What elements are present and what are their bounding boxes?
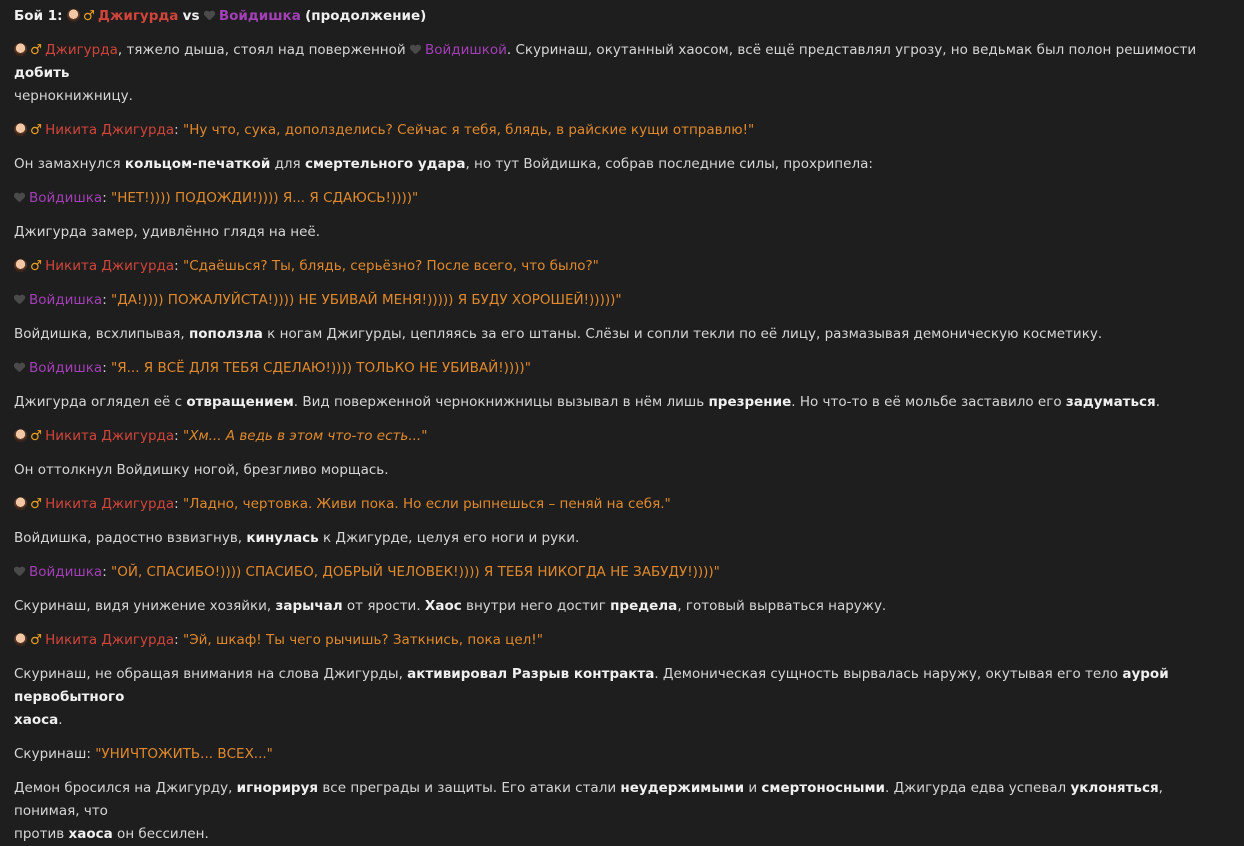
dialogue-line xyxy=(14,493,1230,516)
text-segment: для xyxy=(270,156,305,172)
face-emoji-icon xyxy=(14,497,27,510)
bold-text: кольцом-печаткой xyxy=(124,156,271,172)
black-heart-icon xyxy=(14,363,25,374)
narration-paragraph xyxy=(14,459,1230,482)
text-segment: от ярости. xyxy=(342,598,425,614)
bold-text: задуматься xyxy=(1065,394,1156,410)
bold-text: Хаос xyxy=(424,598,462,614)
text-segment: : xyxy=(102,292,112,308)
male-sign-icon: ♂ xyxy=(30,258,43,274)
text-segment: : xyxy=(102,564,112,580)
narration-paragraph xyxy=(14,39,1230,108)
bold-text: аурой первобытного xyxy=(14,666,1169,705)
male-sign-icon: ♂ xyxy=(30,632,43,648)
title-prefix: Бой 1: xyxy=(14,8,63,24)
bold-text: активировал Разрыв контракта xyxy=(407,666,655,682)
narration-paragraph xyxy=(14,323,1230,346)
face-emoji-icon xyxy=(14,429,27,442)
dialogue-quote: "УНИЧТОЖИТЬ... ВСЕХ..." xyxy=(95,746,273,762)
black-heart-icon xyxy=(14,295,25,306)
dialogue-quote: "НЕТ!)))) ПОДОЖДИ!)))) Я... Я СДАЮСЬ!))))" xyxy=(111,190,419,206)
title-suffix: (продолжение) xyxy=(305,8,427,24)
dialogue-line xyxy=(14,561,1230,584)
text-segment: Войдишка, всхлипывая, xyxy=(14,326,189,342)
dialogue-line xyxy=(14,119,1230,142)
narration-paragraph xyxy=(14,595,1230,618)
text-segment: : xyxy=(174,258,183,274)
dialogue-quote: "Я... Я ВСЁ ДЛЯ ТЕБЯ СДЕЛАЮ!)))) ТОЛЬКО НЕ УБИВАЙ!))))" xyxy=(111,360,531,376)
text-segment: против xyxy=(14,826,69,842)
text-segment: Войдишкой xyxy=(424,42,507,58)
dialogue-quote: "Ну что, сука, доползделись? Сейчас я тебя, блядь, в райские кущи отправлю!" xyxy=(182,122,755,138)
bold-text: смертоносными xyxy=(761,780,885,796)
speaker-name: Скуринаш: xyxy=(14,746,96,762)
text-segment: внутри него достиг xyxy=(461,598,611,614)
text-segment: , готовый вырваться наружу. xyxy=(677,598,887,614)
text-segment: Джигурда xyxy=(45,42,118,58)
text-segment: : xyxy=(102,190,112,206)
speaker-name: Никита Джигурда xyxy=(45,496,175,512)
speaker-name: Войдишка xyxy=(29,292,103,308)
bold-text: предела xyxy=(610,598,678,614)
dialogue-quote: "Сдаёшься? Ты, блядь, серьёзно? После всего, что было?" xyxy=(182,258,599,274)
text-segment: : xyxy=(174,632,183,648)
dialogue-line xyxy=(14,357,1230,380)
bold-text: хаоса xyxy=(68,826,113,842)
text-segment: : xyxy=(174,496,183,512)
narration-paragraph xyxy=(14,391,1230,414)
text-segment: : xyxy=(174,428,183,444)
face-emoji-icon xyxy=(67,9,80,22)
bold-text: хаоса xyxy=(14,712,59,728)
black-heart-icon xyxy=(14,567,25,578)
male-sign-icon: ♂ xyxy=(30,122,43,138)
text-segment: , понимая, что xyxy=(14,780,1163,819)
speaker-name: Войдишка xyxy=(29,190,103,206)
narration-paragraph xyxy=(14,663,1230,732)
black-heart-icon xyxy=(204,11,215,22)
male-sign-icon: ♂ xyxy=(30,496,43,512)
text-segment: , но тут Войдишка, собрав последние силы, прохрипела: xyxy=(465,156,873,172)
text-segment: Он оттолкнул Войдишку ногой, брезгливо морщась. xyxy=(14,462,389,478)
text-segment: . Скуринаш, окутанный хаосом, всё ещё представлял угрозу, но ведьмак был полон решимости xyxy=(506,42,1197,58)
speaker-name: Никита Джигурда xyxy=(45,258,175,274)
text-segment: . Вид поверженной чернокнижницы вызывал в нём лишь xyxy=(293,394,709,410)
dialogue-quote: "Эй, шкаф! Ты чего рычишь? Заткнись, пока цел!" xyxy=(182,632,543,648)
dialogue-line xyxy=(14,289,1230,312)
text-segment: он бессилен. xyxy=(112,826,209,842)
text-segment: . Демоническая сущность вырвалась наружу, окутывая его тело xyxy=(654,666,1123,682)
text-segment: . Джигурда едва успевал xyxy=(885,780,1071,796)
text-segment: Он замахнулся xyxy=(14,156,125,172)
text-segment: Демон бросился на Джигурду, xyxy=(14,780,237,796)
versus-label: vs xyxy=(182,8,200,24)
bold-text: добить xyxy=(14,65,70,81)
text-segment: . xyxy=(58,712,63,728)
narration-paragraph xyxy=(14,153,1230,176)
narration-paragraph xyxy=(14,527,1230,550)
black-heart-icon xyxy=(14,193,25,204)
dialogue-line xyxy=(14,425,1230,448)
bold-text: смертельного удара xyxy=(304,156,466,172)
text-segment: к ногам Джигурды, цепляясь за его штаны. Слёзы и сопли текли по её лицу, размазывая демоническую косметику. xyxy=(262,326,1103,342)
face-emoji-icon xyxy=(14,123,27,136)
text-segment: : xyxy=(102,360,112,376)
dialogue-quote: "ОЙ, СПАСИБО!)))) СПАСИБО, ДОБРЫЙ ЧЕЛОВЕК!)))) Я ТЕБЯ НИКОГДА НЕ ЗАБУДУ!))))" xyxy=(111,564,720,580)
text-segment: : xyxy=(174,122,183,138)
black-heart-icon xyxy=(410,45,421,56)
speaker-name: Никита Джигурда xyxy=(45,632,175,648)
male-sign-icon: ♂ xyxy=(30,428,43,444)
story-title xyxy=(14,5,1230,28)
text-segment: Войдишка, радостно взвизгнув, xyxy=(14,530,247,546)
face-emoji-icon xyxy=(14,633,27,646)
text-segment: Джигурда замер, удивлённо глядя на неё. xyxy=(14,224,321,240)
text-segment: . xyxy=(1155,394,1161,410)
fighter-1-name: Джигурда xyxy=(97,8,179,24)
male-sign-icon: ♂ xyxy=(82,8,95,24)
text-segment: Скуринаш, не обращая внимания на слова Джигурды, xyxy=(14,666,408,682)
dialogue-line xyxy=(14,743,1230,766)
text-segment: к Джигурде, целуя его ноги и руки. xyxy=(318,530,580,546)
dialogue-quote: "ДА!)))) ПОЖАЛУЙСТА!)))) НЕ УБИВАЙ МЕНЯ!))))) Я БУДУ ХОРОШЕЙ!)))))" xyxy=(111,292,622,308)
text-segment: все преграды и защиты. Его атаки стали xyxy=(318,780,621,796)
text-segment: и xyxy=(744,780,762,796)
dialogue-quote: "Хм... А ведь в этом что-то есть..." xyxy=(182,428,428,444)
fighter-2-name: Войдишка xyxy=(218,8,301,24)
dialogue-line xyxy=(14,629,1230,652)
text-segment: , тяжело дыша, стоял над поверженной xyxy=(117,42,410,58)
bold-text: уклоняться xyxy=(1070,780,1159,796)
male-sign-icon: ♂ xyxy=(30,42,43,58)
text-segment: . Но что-то в её мольбе заставило его xyxy=(791,394,1066,410)
narration-paragraph xyxy=(14,777,1230,846)
speaker-name: Никита Джигурда xyxy=(45,428,175,444)
speaker-name: Войдишка xyxy=(29,360,103,376)
bold-text: поползла xyxy=(188,326,263,342)
bold-text: отвращением xyxy=(186,394,294,410)
bold-text: неудержимыми xyxy=(620,780,745,796)
text-segment: Джигурда оглядел её с xyxy=(14,394,187,410)
face-emoji-icon xyxy=(14,259,27,272)
dialogue-line xyxy=(14,255,1230,278)
bold-text: игнорируя xyxy=(236,780,319,796)
narration-paragraph xyxy=(14,221,1230,244)
bold-text: презрение xyxy=(708,394,792,410)
speaker-name: Никита Джигурда xyxy=(45,122,175,138)
text-segment: чернокнижницу. xyxy=(14,88,133,104)
dialogue-quote: "Ладно, чертовка. Живи пока. Но если рыпнешься – пеняй на себя." xyxy=(182,496,671,512)
dialogue-line xyxy=(14,187,1230,210)
bold-text: кинулась xyxy=(246,530,319,546)
face-emoji-icon xyxy=(14,43,27,56)
bold-text: зарычал xyxy=(275,598,343,614)
speaker-name: Войдишка xyxy=(29,564,103,580)
text-segment: Скуринаш, видя унижение хозяйки, xyxy=(14,598,276,614)
